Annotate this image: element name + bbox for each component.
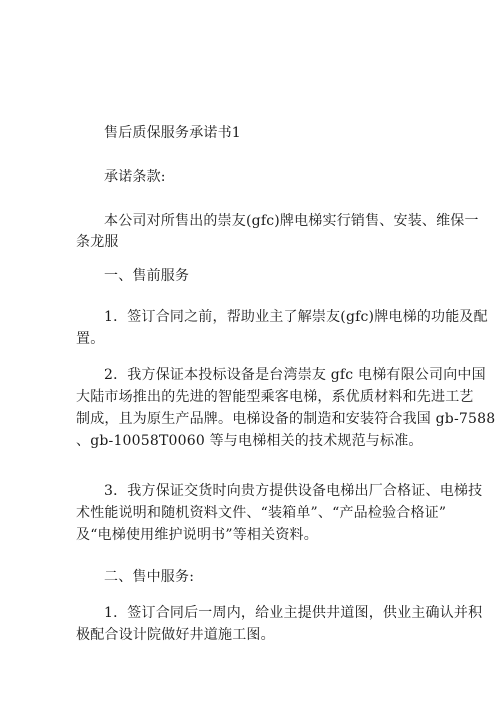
in-sale-item-1-line: 极配合设计院做好井道施工图。 [76, 627, 275, 643]
presale-item-2-line: 制成，且为原生产品牌。电梯设备的制造和安装符合我国 gb-7588 [76, 411, 496, 427]
presale-item-3-line: 术性能说明和随机资料文件、“装箱单”、“产品检验合格证” [76, 505, 447, 521]
presale-item-1-line: 1．签订合同之前，帮助业主了解崇友(gfc)牌电梯的功能及配 [104, 309, 488, 325]
presale-item-3-line: 及“电梯使用维护说明书”等相关资料。 [76, 527, 318, 543]
presale-item-2-line: 、gb-10058T0060 等与电梯相关的技术规范与标准。 [76, 433, 423, 449]
in-sale-item-1-line: 1．签订合同后一周内，给业主提供井道图，供业主确认并积 [104, 605, 483, 621]
commitment-heading: 承诺条款: [104, 169, 166, 185]
presale-item-3-line: 3．我方保证交货时向贵方提供设备电梯出厂合格证、电梯技 [104, 483, 483, 499]
intro-paragraph-line: 条龙服 [76, 234, 119, 250]
document-title: 售后质保服务承诺书1 [104, 125, 241, 141]
presale-item-1-line: 置。 [76, 331, 105, 347]
presale-item-2-line: 2．我方保证本投标设备是台湾崇友 gfc 电梯有限公司向中国 [104, 367, 486, 383]
section-title-in-sale: 二、售中服务: [104, 569, 195, 585]
presale-item-2-line: 大陆市场推出的先进的智能型乘客电梯，系优质材料和先进工艺 [76, 389, 474, 405]
section-title-presale: 一、售前服务 [104, 268, 190, 284]
intro-paragraph-line: 本公司对所售出的崇友(gfc)牌电梯实行销售、安装、维保一 [104, 213, 479, 229]
